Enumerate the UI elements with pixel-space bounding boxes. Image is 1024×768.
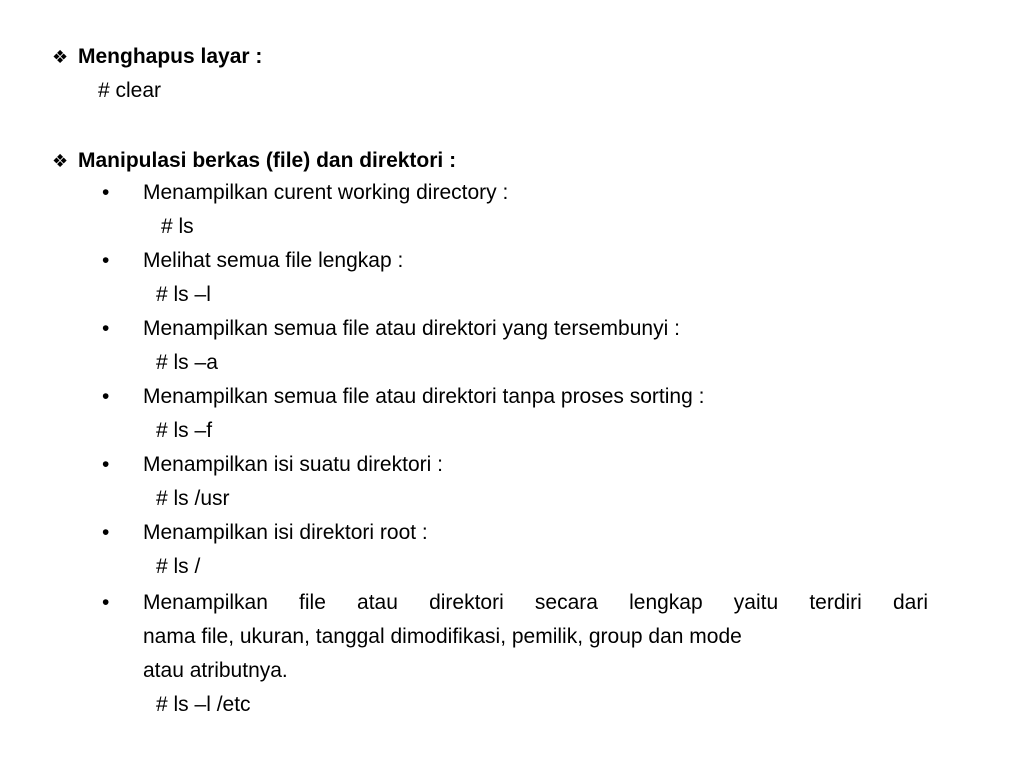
list-item-line: Menampilkan file atau direktori secara lengkap yaitu terdiri dari: [143, 591, 928, 614]
diamond-bullet-icon: ❖: [52, 47, 69, 67]
bullet-icon: •: [102, 385, 110, 408]
diamond-bullet-icon: ❖: [52, 151, 69, 171]
list-item-line: atau atributnya.: [143, 659, 288, 682]
command-clear: # clear: [98, 79, 162, 102]
bullet-icon: •: [102, 453, 110, 476]
section-heading-file-manipulation: [52, 148, 456, 174]
list-item-command: # ls: [161, 215, 194, 238]
list-item-text: Menampilkan curent working directory :: [143, 181, 509, 204]
list-item-text: Menampilkan semua file atau direktori yang tersembunyi :: [143, 317, 680, 340]
list-item-text: Menampilkan semua file atau direktori tanpa proses sorting :: [143, 385, 705, 408]
list-item-command: # ls –l: [156, 283, 211, 306]
bullet-icon: •: [102, 521, 110, 544]
list-item-command: # ls /: [156, 555, 201, 578]
bullet-icon: •: [102, 317, 110, 340]
list-item-line: nama file, ukuran, tanggal dimodifikasi, pemilik, group dan mode: [143, 625, 742, 648]
bullet-icon: •: [102, 591, 110, 614]
list-item-command: # ls –l /etc: [156, 693, 251, 716]
section-heading-clear-screen: [52, 44, 262, 70]
bullet-icon: •: [102, 181, 110, 204]
bullet-icon: •: [102, 249, 110, 272]
list-item-command: # ls –f: [156, 419, 213, 442]
list-item-text: Melihat semua file lengkap :: [143, 249, 404, 272]
list-item-command: # ls /usr: [156, 487, 230, 510]
section-heading-text: Manipulasi berkas (file) dan direktori :: [78, 149, 457, 172]
list-item-text: Menampilkan isi direktori root :: [143, 521, 428, 544]
list-item-text: Menampilkan isi suatu direktori :: [143, 453, 443, 476]
list-item-text-multiline: [143, 586, 928, 688]
list-item-command: # ls –a: [156, 351, 218, 374]
section-heading-text: Menghapus layar :: [78, 45, 263, 68]
